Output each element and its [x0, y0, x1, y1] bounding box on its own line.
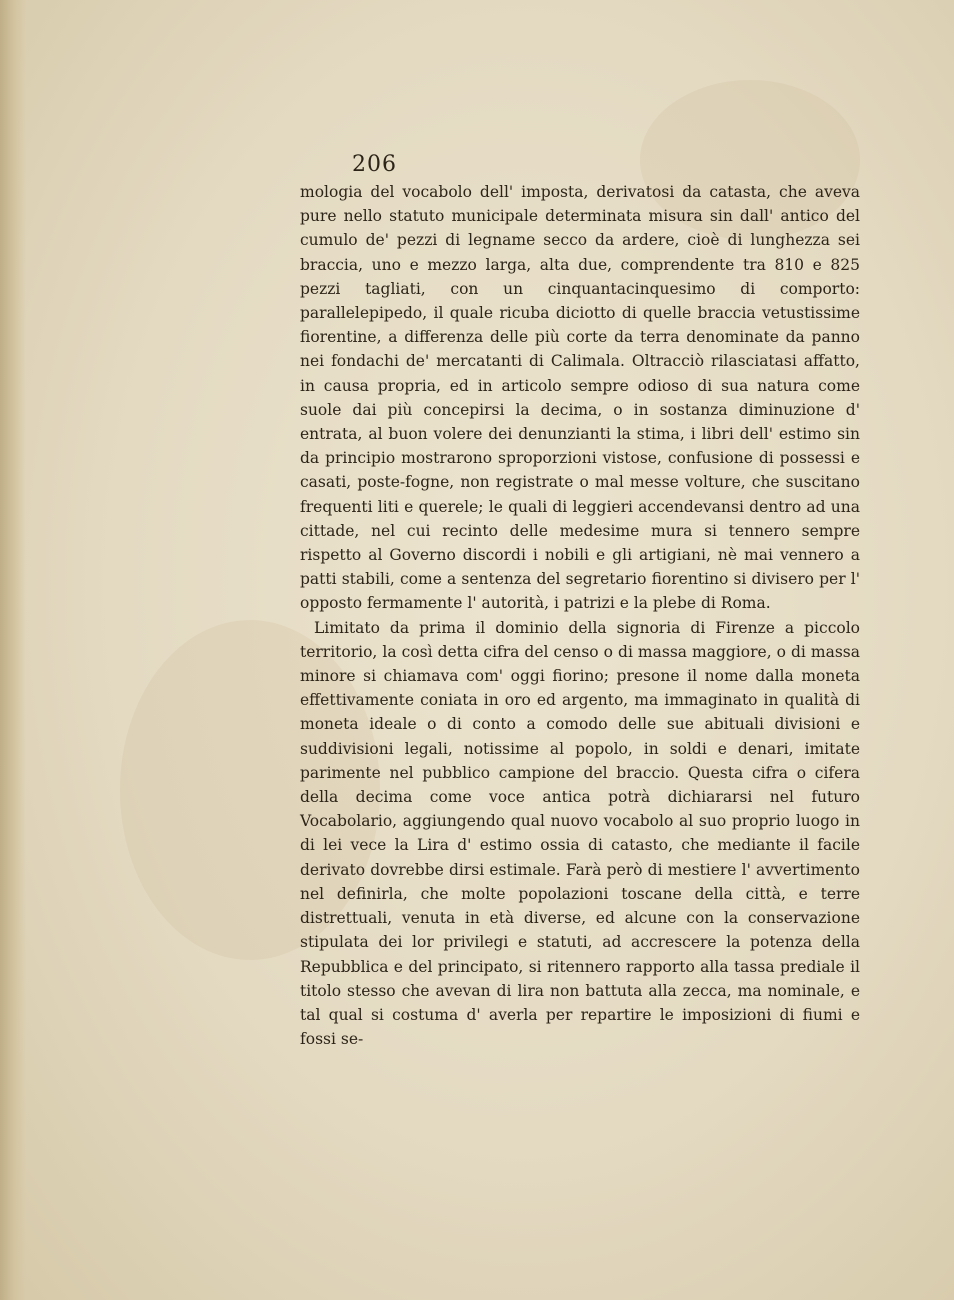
paragraph: Limitato da prima il dominio della signoria di Firenze a piccolo territorio, la così detta cifra del censo o di massa maggiore, o di massa minore si chiamava com' oggi fiorino; presone il nome dalla moneta effettivamente coniata in oro ed argento, ma immaginato in qualità di moneta ideale o di conto a comodo delle sue abituali divisioni e suddivisioni legali, notissime al popolo, in soldi e denari, imitate parimente nel pubblico campione del braccio. Questa cifra o cifera della decima come voce antica potrà dichiararsi nel futuro Vocabolario, aggiungendo qual nuovo vocabolo al suo proprio luogo in di lei vece la Lira d' estimo ossia di catasto, che mediante il facile derivato dovrebbe dirsi estimale. Farà però di mestiere l' avvertimento nel definirla, che molte popolazioni toscane della città, e terre distrettuali, venuta in età diverse, ed alcune con la conservazione stipulata dei lor privilegi e statuti, ad accrescere la potenza della Repubblica e del principato, si ritennero rapporto alla tassa prediale il titolo stesso che avevan di lira non battuta alla zecca, ma nominale, e tal qual si costuma d' averla per repartire le imposizioni di fiumi e fossi se- — [300, 618, 860, 1049]
body-text — [300, 180, 860, 1051]
page-number: 206 — [352, 152, 397, 177]
binding-shadow — [0, 0, 26, 1300]
paragraph: mologia del vocabolo dell' imposta, derivatosi da catasta, che aveva pure nello statuto municipale determinata misura sin dall' antico del cumulo de' pezzi di legname secco da ardere, cioè di lunghezza sei braccia, uno e mezzo larga, alta due, comprendente tra 810 e 825 pezzi tagliati, con un cinquantacinquesimo di comporto: parallelepipedo, il quale ricuba diciotto di quelle braccia vetustissime fiorentine, a differenza delle più corte da terra denominate da panno nei fondachi de' mercatanti di Calimala. Oltracciò rilasciatasi affatto, in causa propria, ed in articolo sempre odioso di sua natura come suole dai più concepirsi la decima, o in sostanza diminuzione d' entrata, al buon volere dei denunzianti la stima, i libri dell' estimo sin da principio mostrarono sproporzioni vistose, confusione di possessi e casati, poste-fogne, non registrate o mal messe volture, che suscitano frequenti liti e querele; le quali di leggieri accendevansi dentro ad una cittade, nel cui recinto delle medesime mura si tennero sempre rispetto al Governo discordi i nobili e gli artigiani, nè mai vennero a patti stabili, come a sentenza del segretario fiorentino si divisero per l' opposto fermamente l' autorità, i patrizi e la plebe di Roma. — [300, 183, 860, 613]
